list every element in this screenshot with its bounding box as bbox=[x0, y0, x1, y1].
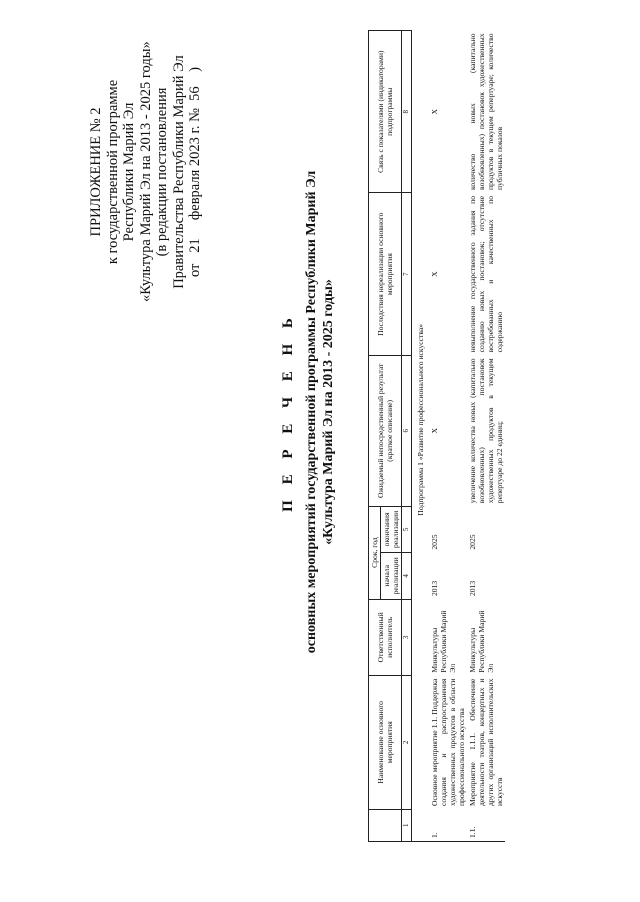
document-subtitle bbox=[303, 32, 337, 792]
column-number: 2 bbox=[402, 676, 412, 809]
table-header bbox=[369, 31, 412, 842]
column-number: 8 bbox=[402, 31, 412, 193]
row-result: X bbox=[430, 428, 439, 434]
table-row bbox=[429, 31, 467, 842]
row-end: 2025 bbox=[430, 534, 439, 550]
column-number: 4 bbox=[402, 553, 412, 599]
column-number: 6 bbox=[402, 355, 412, 506]
header-term: Срок, год bbox=[369, 506, 381, 599]
row-consequence: X bbox=[430, 271, 439, 277]
row-number: 1. bbox=[429, 809, 467, 841]
column-number: 3 bbox=[402, 599, 412, 676]
subtitle-line: «Культура Марий Эл на 2013 - 2025 годы» bbox=[321, 279, 336, 545]
appendix-line: (в редакции постановления bbox=[154, 87, 170, 257]
header-start: начала реализации bbox=[381, 553, 402, 599]
row-consequence: невыполнение государственного задания по созданию новых постановок; отсутствие востребованных и качественных по содержанию bbox=[468, 195, 504, 353]
appendix-line: от 21 февраля 2023 г. № 56 ) bbox=[187, 66, 203, 278]
header-consequence: Последствия нереализации основного мероприятия bbox=[369, 193, 402, 355]
appendix-line: Правительства Республики Марий Эл bbox=[170, 55, 187, 289]
measures-table bbox=[368, 30, 505, 842]
column-number: 1 bbox=[402, 809, 412, 841]
row-executor: Минкультуры Республики Марий Эл bbox=[430, 610, 457, 673]
header-end: окончания реализации bbox=[381, 506, 402, 552]
subtitle-line: основных мероприятий государственной программы Республики Марий Эл bbox=[304, 170, 319, 654]
header-num bbox=[369, 809, 402, 841]
row-start: 2013 bbox=[430, 580, 439, 597]
row-link: X bbox=[430, 109, 439, 115]
appendix-line: ПРИЛОЖЕНИЕ № 2 bbox=[88, 107, 104, 237]
subprogram-title: Подпрограмма 1 «Развитие профессионального искусства» bbox=[416, 323, 425, 516]
appendix-line: Республики Марий Эл bbox=[121, 102, 137, 242]
table-row bbox=[467, 31, 505, 842]
column-number-row bbox=[402, 31, 412, 842]
row-end: 2025 bbox=[468, 534, 477, 550]
header-executor: Ответственный исполнитель bbox=[369, 599, 402, 676]
title-block bbox=[280, 32, 337, 792]
header-name: Наименование основного мероприятия bbox=[369, 676, 402, 809]
column-number: 7 bbox=[402, 193, 412, 355]
row-result: увеличение количества новых (капитально возобновленных) постановок художественных продуктов в текущем репертуаре до 22 единиц; bbox=[468, 358, 504, 504]
row-executor: Минкультуры Республики Марий Эл bbox=[468, 610, 495, 673]
row-name: Мероприятие 1.1.1. Обеспечение деятельности театров, концертных и других организаций исполнительских искусств bbox=[468, 678, 504, 807]
appendix-header bbox=[88, 42, 204, 302]
header-result: Ожидаемый непосредственный результат (краткое описание) bbox=[369, 355, 402, 506]
header-link: Связь с показателями (индикаторами) подпрограммы bbox=[369, 31, 402, 193]
appendix-line: к государственной программе bbox=[104, 79, 121, 265]
row-number: 1.1. bbox=[467, 809, 505, 841]
appendix-line: «Культура Марий Эл на 2013 - 2025 годы» bbox=[137, 41, 154, 302]
row-name: Основное мероприятие 1.1. Поддержка создания и распространения художественных продуктов в области профессионального искусства bbox=[430, 678, 466, 807]
row-start: 2013 bbox=[468, 580, 477, 597]
document-title: П Е Р Е Ч Е Н Ь bbox=[280, 312, 296, 512]
column-number: 5 bbox=[402, 506, 412, 552]
subprogram-row bbox=[412, 31, 430, 842]
row-link: количество новых (капитально возобновленных) постановок художественных продуктов в текущем репертуаре; количество публичных показов bbox=[468, 33, 504, 190]
